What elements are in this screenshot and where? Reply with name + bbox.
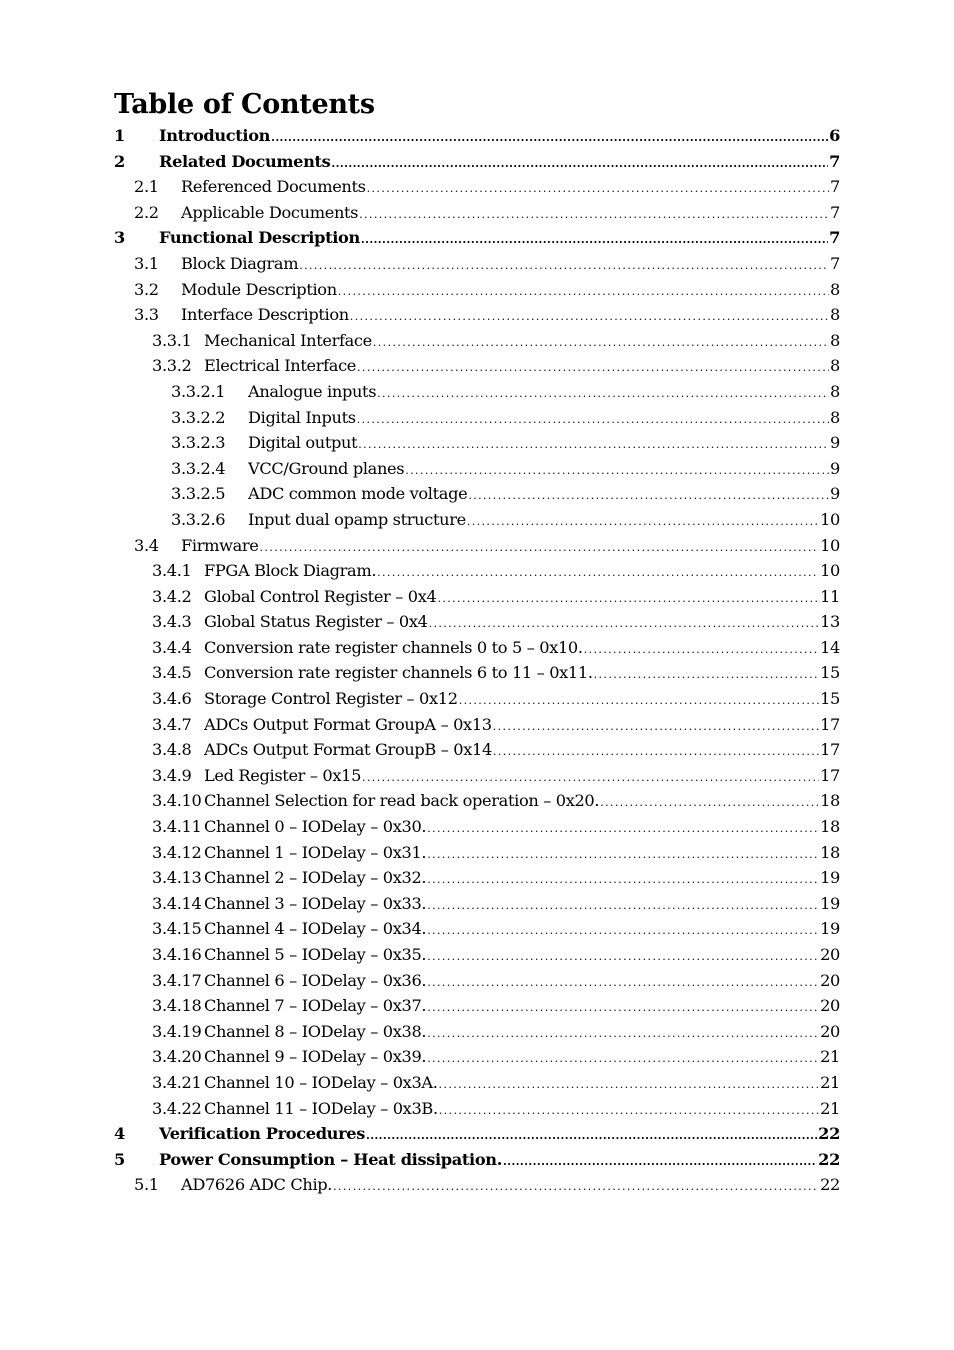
toc-entry[interactable] bbox=[0, 456, 954, 482]
toc-entry-number: 3.3.2 bbox=[152, 356, 192, 376]
toc-entry-number: 3.4.19 bbox=[152, 1021, 202, 1041]
toc-entry-page-number: 11 bbox=[820, 586, 840, 606]
toc-entry[interactable] bbox=[0, 1172, 954, 1198]
toc-entry-number: 3.4.21 bbox=[152, 1072, 202, 1092]
toc-entry-line bbox=[204, 660, 840, 688]
toc-entry-title: ADC common mode voltage bbox=[248, 484, 468, 504]
toc-entry-line bbox=[181, 1172, 840, 1200]
toc-entry-line bbox=[204, 891, 840, 919]
dot-leader bbox=[439, 1072, 820, 1098]
toc-entry[interactable] bbox=[0, 149, 954, 175]
toc-entry-page-number: 8 bbox=[830, 305, 840, 325]
dot-leader bbox=[427, 867, 819, 893]
toc-entry-page-number: 8 bbox=[830, 381, 840, 401]
toc-entry-number: 3.3.2.2 bbox=[171, 407, 226, 427]
toc-entry-number: 2.1 bbox=[134, 177, 159, 197]
toc-entry-number: 3.4.22 bbox=[152, 1098, 202, 1118]
toc-entry-page-number: 19 bbox=[820, 868, 840, 888]
toc-entry-page-number: 8 bbox=[830, 279, 840, 299]
toc-entry[interactable] bbox=[0, 174, 954, 200]
toc-entry-line bbox=[248, 507, 840, 535]
toc-entry-title: Digital Inputs bbox=[248, 407, 356, 427]
toc-entry-line bbox=[181, 277, 840, 305]
toc-entry-title: Referenced Documents bbox=[181, 177, 366, 197]
toc-entry-number: 3.4.1 bbox=[152, 561, 192, 581]
toc-entry[interactable] bbox=[0, 405, 954, 431]
toc-entry-line bbox=[204, 968, 840, 996]
dot-leader bbox=[299, 253, 829, 279]
toc-entry-page-number: 22 bbox=[820, 1175, 840, 1195]
toc-entry-page-number: 17 bbox=[820, 740, 840, 760]
toc-entry-page-number: 21 bbox=[820, 1047, 840, 1067]
toc-entry-number: 3.4 bbox=[134, 535, 159, 555]
toc-entry-number: 3.3.2.4 bbox=[171, 458, 226, 478]
toc-entry-line bbox=[204, 635, 840, 663]
toc-entry-title: Related Documents bbox=[159, 151, 331, 171]
toc-entry-page-number: 18 bbox=[820, 791, 840, 811]
toc-entry-number: 3.4.10 bbox=[152, 791, 202, 811]
toc-entry-number: 3.4.9 bbox=[152, 765, 192, 785]
toc-entry-page-number: 18 bbox=[820, 817, 840, 837]
toc-entry-line bbox=[204, 609, 840, 637]
dot-leader bbox=[362, 765, 819, 791]
dot-leader bbox=[357, 407, 829, 433]
toc-entry-page-number: 9 bbox=[830, 458, 840, 478]
toc-entry[interactable] bbox=[0, 635, 954, 661]
toc-entry[interactable] bbox=[0, 1147, 954, 1173]
toc-entry-line bbox=[248, 430, 840, 458]
dot-leader bbox=[459, 688, 819, 714]
toc-entry-page-number: 15 bbox=[820, 663, 840, 683]
toc-entry[interactable] bbox=[0, 942, 954, 968]
toc-entry-page-number: 21 bbox=[820, 1098, 840, 1118]
toc-entry-line bbox=[204, 1019, 840, 1047]
dot-leader bbox=[427, 842, 819, 868]
toc-entry-title: AD7626 ADC Chip. bbox=[181, 1175, 333, 1195]
toc-entry-line bbox=[204, 353, 840, 381]
toc-entry-number: 3.3.2.5 bbox=[171, 484, 226, 504]
toc-entry-title: Block Diagram bbox=[181, 253, 299, 273]
toc-entry[interactable] bbox=[0, 916, 954, 942]
toc-entry[interactable] bbox=[0, 686, 954, 712]
toc-entry-page-number: 19 bbox=[820, 893, 840, 913]
toc-entry-title: Channel 3 – IODelay – 0x33. bbox=[204, 893, 427, 913]
toc-entry[interactable] bbox=[0, 993, 954, 1019]
toc-entry-title: VCC/Ground planes bbox=[248, 458, 405, 478]
toc-entry-title: Channel 6 – IODelay – 0x36. bbox=[204, 970, 427, 990]
toc-entry-number: 3.4.7 bbox=[152, 714, 192, 734]
dot-leader bbox=[493, 714, 819, 740]
dot-leader bbox=[333, 1174, 819, 1200]
toc-entry-line bbox=[204, 942, 840, 970]
dot-leader bbox=[437, 586, 819, 612]
toc-entry-line bbox=[248, 481, 840, 509]
toc-entry[interactable] bbox=[0, 891, 954, 917]
toc-entry[interactable] bbox=[0, 225, 954, 251]
toc-entry-number: 3.4.11 bbox=[152, 817, 202, 837]
toc-entry-line bbox=[204, 686, 840, 714]
dot-leader bbox=[357, 355, 829, 381]
toc-entry-line bbox=[181, 174, 840, 202]
toc-entry-title: Digital output bbox=[248, 433, 358, 453]
toc-entry-number: 2.2 bbox=[134, 202, 159, 222]
toc-entry-line bbox=[204, 1096, 840, 1124]
toc-entry-number: 3.3.2.6 bbox=[171, 509, 226, 529]
dot-leader bbox=[373, 330, 829, 356]
dot-leader bbox=[427, 1046, 819, 1072]
toc-entry-page-number: 13 bbox=[820, 612, 840, 632]
toc-entry-title: Electrical Interface bbox=[204, 356, 357, 376]
toc-entry[interactable] bbox=[0, 865, 954, 891]
toc-entry[interactable] bbox=[0, 609, 954, 635]
toc-entry-number: 3.4.12 bbox=[152, 842, 202, 862]
toc-entry[interactable] bbox=[0, 1121, 954, 1147]
dot-leader bbox=[493, 739, 819, 765]
dot-leader bbox=[468, 483, 829, 509]
dot-leader bbox=[260, 535, 820, 561]
toc-entry[interactable] bbox=[0, 353, 954, 379]
toc-entry-page-number: 6 bbox=[829, 126, 840, 145]
dot-leader bbox=[366, 1123, 817, 1149]
toc-entry-page-number: 20 bbox=[820, 970, 840, 990]
toc-entry[interactable] bbox=[0, 481, 954, 507]
toc-entry-number: 3.4.15 bbox=[152, 919, 202, 939]
toc-entry-title: Introduction bbox=[159, 126, 271, 145]
toc-entry-page-number: 8 bbox=[830, 407, 840, 427]
toc-entry-number: 3.3 bbox=[134, 305, 159, 325]
toc-entry[interactable] bbox=[0, 302, 954, 328]
toc-entry-title: Channel 5 – IODelay – 0x35. bbox=[204, 945, 427, 964]
toc-entry[interactable] bbox=[0, 1070, 954, 1096]
toc-entry-page-number: 20 bbox=[820, 996, 840, 1016]
dot-leader bbox=[427, 944, 819, 970]
toc-entry-title: Channel Selection for read back operation – 0x20. bbox=[204, 791, 600, 811]
dot-leader bbox=[584, 637, 819, 663]
toc-entry-number: 3.4.2 bbox=[152, 586, 192, 606]
toc-entry-number: 3.3.1 bbox=[152, 330, 192, 350]
toc-entry-number: 3.2 bbox=[134, 279, 159, 299]
toc-entry-title: Input dual opamp structure bbox=[248, 509, 466, 529]
toc-entry-line bbox=[204, 788, 840, 816]
toc-entry-title: Mechanical Interface bbox=[204, 330, 372, 350]
toc-entry-title: Firmware bbox=[181, 535, 259, 555]
toc-entry-title: Power Consumption – Heat dissipation. bbox=[159, 1149, 502, 1169]
dot-leader bbox=[503, 1149, 817, 1175]
dot-leader bbox=[359, 202, 829, 228]
toc-entry-title: Channel 4 – IODelay – 0x34. bbox=[204, 919, 427, 939]
dot-leader bbox=[467, 509, 819, 535]
toc-entry-line bbox=[204, 712, 840, 740]
dot-leader bbox=[338, 279, 829, 305]
toc-entry-title: Channel 9 – IODelay – 0x39. bbox=[204, 1047, 427, 1067]
dot-leader bbox=[271, 125, 828, 151]
dot-leader bbox=[427, 893, 819, 919]
toc-entry[interactable] bbox=[0, 814, 954, 840]
table-of-contents bbox=[0, 123, 954, 1198]
toc-entry[interactable] bbox=[0, 558, 954, 584]
toc-entry[interactable] bbox=[0, 788, 954, 814]
toc-entry-title: Storage Control Register – 0x12 bbox=[204, 689, 458, 709]
toc-entry-page-number: 18 bbox=[820, 842, 840, 862]
toc-entry-line bbox=[248, 405, 840, 433]
toc-entry-page-number: 17 bbox=[820, 765, 840, 785]
toc-entry-line bbox=[159, 149, 840, 177]
toc-entry[interactable] bbox=[0, 840, 954, 866]
toc-entry-page-number: 21 bbox=[820, 1072, 840, 1092]
toc-entry-page-number: 15 bbox=[820, 689, 840, 709]
toc-entry-title: Applicable Documents bbox=[181, 202, 359, 222]
toc-entry-line bbox=[159, 123, 840, 151]
toc-entry-number: 3.4.13 bbox=[152, 868, 202, 888]
toc-entry[interactable] bbox=[0, 328, 954, 354]
toc-entry[interactable] bbox=[0, 584, 954, 610]
toc-entry[interactable] bbox=[0, 507, 954, 533]
dot-leader bbox=[358, 432, 829, 458]
toc-entry-line bbox=[159, 1121, 840, 1149]
toc-entry-number: 3.4.14 bbox=[152, 893, 202, 913]
toc-entry-title: Conversion rate register channels 0 to 5 – 0x10. bbox=[204, 637, 583, 657]
toc-entry-number: 3.4.3 bbox=[152, 612, 192, 632]
toc-entry-number: 4 bbox=[114, 1124, 125, 1144]
toc-entry[interactable] bbox=[0, 123, 954, 149]
toc-entry-line bbox=[204, 993, 840, 1021]
toc-entry-page-number: 7 bbox=[830, 253, 840, 273]
toc-entry[interactable] bbox=[0, 430, 954, 456]
toc-entry-page-number: 20 bbox=[820, 1021, 840, 1041]
toc-entry[interactable] bbox=[0, 1044, 954, 1070]
dot-leader bbox=[427, 816, 819, 842]
dot-leader bbox=[429, 611, 820, 637]
toc-entry-page-number: 10 bbox=[820, 561, 840, 581]
toc-entry-number: 3 bbox=[114, 228, 125, 248]
toc-entry[interactable] bbox=[0, 200, 954, 226]
toc-entry-number: 3.4.18 bbox=[152, 996, 202, 1016]
toc-entry-page-number: 17 bbox=[820, 714, 840, 734]
toc-entry-title: ADCs Output Format GroupB – 0x14 bbox=[204, 740, 492, 760]
toc-entry-page-number: 7 bbox=[830, 177, 840, 197]
toc-entry-title: Interface Description bbox=[181, 305, 349, 325]
dot-leader bbox=[405, 458, 829, 484]
toc-entry-number: 3.4.5 bbox=[152, 663, 192, 683]
toc-entry-line bbox=[159, 1147, 840, 1175]
toc-entry-number: 3.1 bbox=[134, 253, 159, 273]
toc-entry-line bbox=[181, 251, 840, 279]
toc-entry[interactable] bbox=[0, 763, 954, 789]
toc-entry-title: Analogue inputs bbox=[248, 381, 377, 401]
toc-entry-page-number: 7 bbox=[829, 228, 840, 248]
toc-entry-line bbox=[248, 456, 840, 484]
toc-entry-number: 5 bbox=[114, 1149, 125, 1169]
toc-entry-title: Channel 0 – IODelay – 0x30. bbox=[204, 817, 427, 837]
toc-entry-title: Channel 8 – IODelay – 0x38. bbox=[204, 1021, 427, 1041]
toc-entry-page-number: 9 bbox=[830, 484, 840, 504]
toc-entry-page-number: 8 bbox=[830, 330, 840, 350]
toc-entry[interactable] bbox=[0, 277, 954, 303]
toc-entry-page-number: 22 bbox=[818, 1149, 840, 1169]
toc-entry[interactable] bbox=[0, 251, 954, 277]
toc-entry-number: 5.1 bbox=[134, 1175, 159, 1195]
dot-leader bbox=[331, 151, 828, 177]
toc-entry-number: 3.4.17 bbox=[152, 970, 202, 990]
toc-entry-line bbox=[204, 916, 840, 944]
toc-entry[interactable] bbox=[0, 712, 954, 738]
dot-leader bbox=[439, 1098, 819, 1124]
toc-entry-line bbox=[204, 1070, 840, 1098]
dot-leader bbox=[361, 227, 828, 253]
toc-entry-number: 3.4.20 bbox=[152, 1047, 202, 1067]
toc-entry-title: Global Status Register – 0x4 bbox=[204, 612, 428, 632]
toc-entry[interactable] bbox=[0, 660, 954, 686]
toc-entry-page-number: 19 bbox=[820, 919, 840, 939]
toc-entry-page-number: 7 bbox=[830, 202, 840, 222]
toc-entry-line bbox=[204, 763, 840, 791]
toc-entry[interactable] bbox=[0, 1019, 954, 1045]
toc-entry-line bbox=[181, 200, 840, 228]
toc-entry-line bbox=[204, 865, 840, 893]
toc-entry[interactable] bbox=[0, 379, 954, 405]
toc-entry-line bbox=[204, 328, 840, 356]
toc-entry-title: Channel 1 – IODelay – 0x31. bbox=[204, 842, 427, 862]
toc-entry-number: 3.4.8 bbox=[152, 740, 192, 760]
dot-leader bbox=[600, 790, 819, 816]
toc-entry-line bbox=[204, 1044, 840, 1072]
toc-entry[interactable] bbox=[0, 968, 954, 994]
toc-entry-line bbox=[204, 584, 840, 612]
toc-entry-page-number: 22 bbox=[818, 1124, 840, 1144]
toc-entry-number: 1 bbox=[114, 126, 125, 145]
toc-title: Table of Contents bbox=[114, 89, 375, 120]
toc-entry-line bbox=[181, 533, 840, 561]
toc-entry[interactable] bbox=[0, 1096, 954, 1122]
toc-entry-line bbox=[248, 379, 840, 407]
toc-entry-page-number: 10 bbox=[820, 509, 840, 529]
toc-entry-title: Channel 11 – IODelay – 0x3B. bbox=[204, 1098, 438, 1118]
toc-entry-title: Conversion rate register channels 6 to 11 – 0x11. bbox=[204, 663, 593, 683]
toc-entry-line bbox=[204, 737, 840, 765]
dot-leader bbox=[427, 970, 819, 996]
toc-entry-title: Functional Description bbox=[159, 228, 360, 248]
dot-leader bbox=[377, 381, 829, 407]
toc-entry-page-number: 8 bbox=[830, 356, 840, 376]
dot-leader bbox=[427, 995, 819, 1021]
dot-leader bbox=[367, 176, 829, 202]
toc-entry-line bbox=[204, 814, 840, 842]
toc-entry[interactable] bbox=[0, 533, 954, 559]
toc-entry-line bbox=[204, 558, 840, 586]
toc-entry-line bbox=[181, 302, 840, 330]
dot-leader bbox=[350, 304, 829, 330]
toc-entry-title: Channel 10 – IODelay – 0x3A. bbox=[204, 1072, 438, 1092]
toc-entry-title: Verification Procedures bbox=[159, 1124, 365, 1144]
toc-entry-title: ADCs Output Format GroupA – 0x13 bbox=[204, 714, 492, 734]
toc-entry-number: 3.4.16 bbox=[152, 945, 202, 964]
toc-entry-line bbox=[204, 840, 840, 868]
toc-entry[interactable] bbox=[0, 737, 954, 763]
toc-entry-number: 3.4.6 bbox=[152, 689, 192, 709]
toc-entry-title: Channel 2 – IODelay – 0x32. bbox=[204, 868, 427, 888]
toc-entry-line bbox=[159, 225, 840, 253]
toc-entry-number: 3.3.2.1 bbox=[171, 381, 226, 401]
dot-leader bbox=[594, 662, 819, 688]
toc-entry-page-number: 9 bbox=[830, 433, 840, 453]
toc-entry-page-number: 7 bbox=[829, 151, 840, 171]
toc-entry-number: 3.4.4 bbox=[152, 637, 192, 657]
toc-entry-title: Led Register – 0x15 bbox=[204, 765, 362, 785]
dot-leader bbox=[427, 1021, 819, 1047]
dot-leader bbox=[377, 560, 819, 586]
toc-entry-title: Channel 7 – IODelay – 0x37. bbox=[204, 996, 427, 1016]
toc-entry-title: Module Description bbox=[181, 279, 337, 299]
dot-leader bbox=[427, 918, 819, 944]
toc-entry-page-number: 14 bbox=[820, 637, 840, 657]
toc-entry-number: 2 bbox=[114, 151, 125, 171]
toc-entry-page-number: 10 bbox=[820, 535, 840, 555]
toc-entry-title: FPGA Block Diagram. bbox=[204, 561, 377, 581]
toc-entry-page-number: 20 bbox=[820, 945, 840, 964]
toc-entry-number: 3.3.2.3 bbox=[171, 433, 226, 453]
toc-entry-title: Global Control Register – 0x4 bbox=[204, 586, 437, 606]
